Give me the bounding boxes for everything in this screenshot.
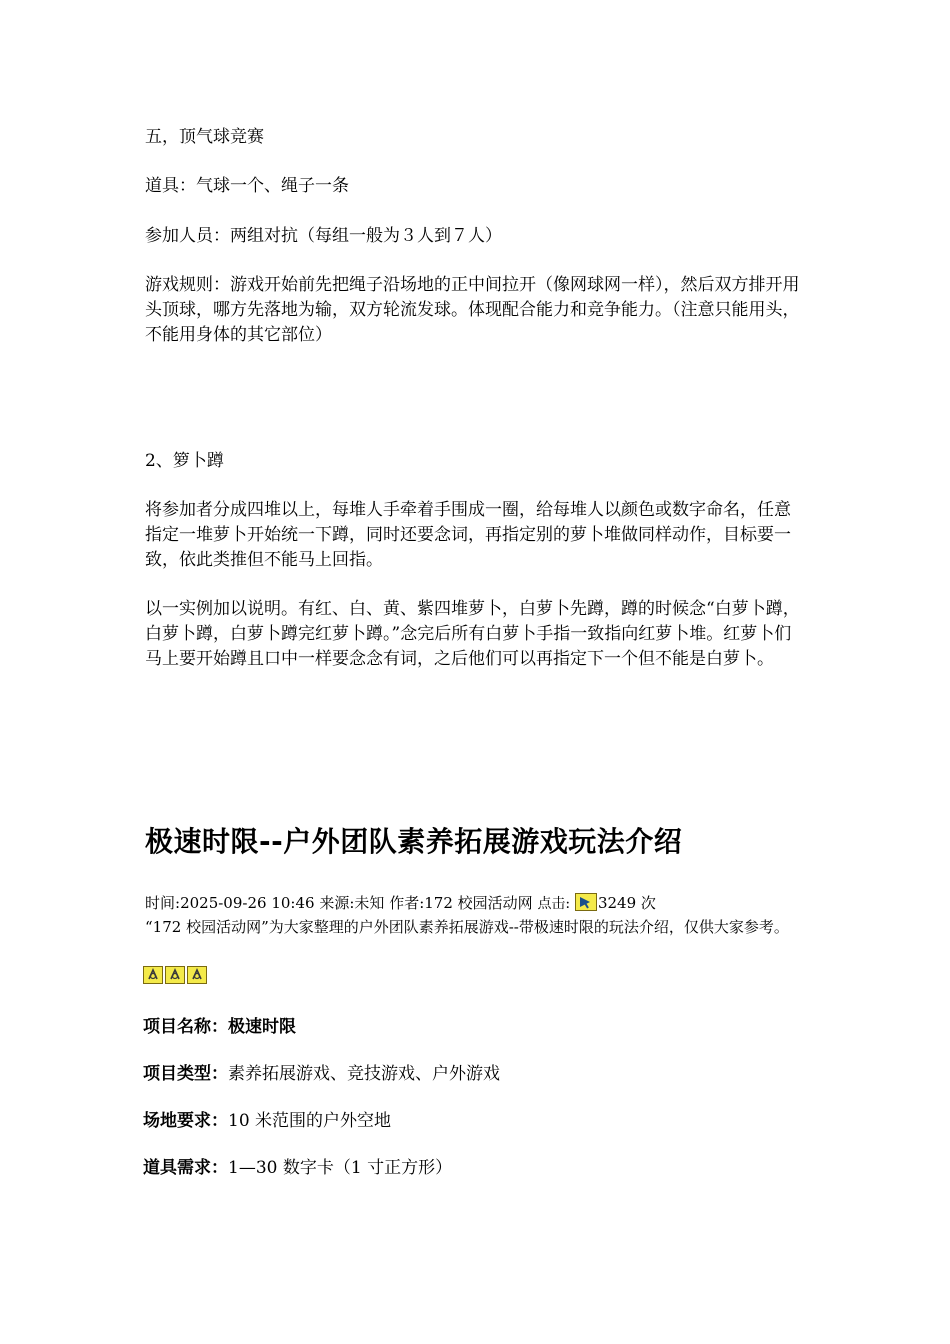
hits-label: 点击: xyxy=(537,896,571,912)
share-icon[interactable] xyxy=(143,966,163,984)
share-icon[interactable] xyxy=(187,966,207,984)
field-project-name xyxy=(143,1015,803,1039)
section5-rules: 游戏规则：游戏开始前先把绳子沿场地的正中间拉开（像网球网一样），然后双方排开用头顶球，哪方先落地为输，双方轮流发球。体现配合能力和竞争能力。（注意只能用头，不能用身体的其它部位） xyxy=(145,275,800,345)
section2-title: 2、箩卜蹲 xyxy=(145,451,224,471)
author-value: 172 校园活动网 xyxy=(424,894,533,912)
time-value: 2025-09-26 10:46 xyxy=(180,894,315,912)
share-icon[interactable] xyxy=(165,966,185,984)
time-label: 时间: xyxy=(145,894,181,912)
field-value: 10 米范围的户外空地 xyxy=(228,1111,392,1131)
field-value: 1—30 数字卡（1 寸正方形） xyxy=(228,1158,453,1178)
section2-paragraph-1: 将参加者分成四堆以上，每堆人手牵着手围成一圈，给每堆人以颜色或数字命名，任意指定一堆萝卜开始统一下蹲，同时还要念词，再指定别的萝卜堆做同样动作，目标要一致，依此类推但不能马上回指。 xyxy=(145,500,791,570)
source-label: 来源: xyxy=(319,894,355,912)
article-intro: “172 校园活动网”为大家整理的户外团队素养拓展游戏--带极速时限的玩法介绍，仅供大家参考。 xyxy=(145,918,789,936)
field-key: 项目类型： xyxy=(143,1064,228,1084)
field-project-type xyxy=(143,1062,803,1086)
field-value: 极速时限 xyxy=(228,1017,296,1037)
field-key: 项目名称： xyxy=(143,1017,228,1037)
field-key: 道具需求： xyxy=(143,1158,228,1178)
hits-value: 3249 次 xyxy=(597,894,656,912)
field-value: 素养拓展游戏、竞技游戏、户外游戏 xyxy=(228,1064,500,1084)
field-venue xyxy=(143,1109,803,1133)
author-label: 作者: xyxy=(389,894,425,912)
field-props xyxy=(143,1156,803,1180)
section5-participants: 参加人员：两组对抗（每组一般为３人到７人） xyxy=(145,226,502,246)
article-title: 极速时限--户外团队素养拓展游戏玩法介绍 xyxy=(145,825,683,858)
source-value: 未知 xyxy=(354,894,385,912)
section5-props: 道具：气球一个、绳子一条 xyxy=(145,176,349,196)
section5-title: 五，顶气球竞赛 xyxy=(145,127,264,147)
click-counter-icon xyxy=(575,893,597,911)
field-key: 场地要求： xyxy=(143,1111,228,1131)
share-icons xyxy=(143,966,207,984)
section2-paragraph-2: 以一实例加以说明。有红、白、黄、紫四堆萝卜，白萝卜先蹲，蹲的时候念“白萝卜蹲，白萝卜蹲，白萝卜蹲完红萝卜蹲。”念完后所有白萝卜手指一致指向红萝卜堆。红萝卜们马上要开始蹲且口中一样要念念有词，之后他们可以再指定下一个但不能是白萝卜。 xyxy=(145,599,800,669)
article-meta xyxy=(145,893,805,914)
